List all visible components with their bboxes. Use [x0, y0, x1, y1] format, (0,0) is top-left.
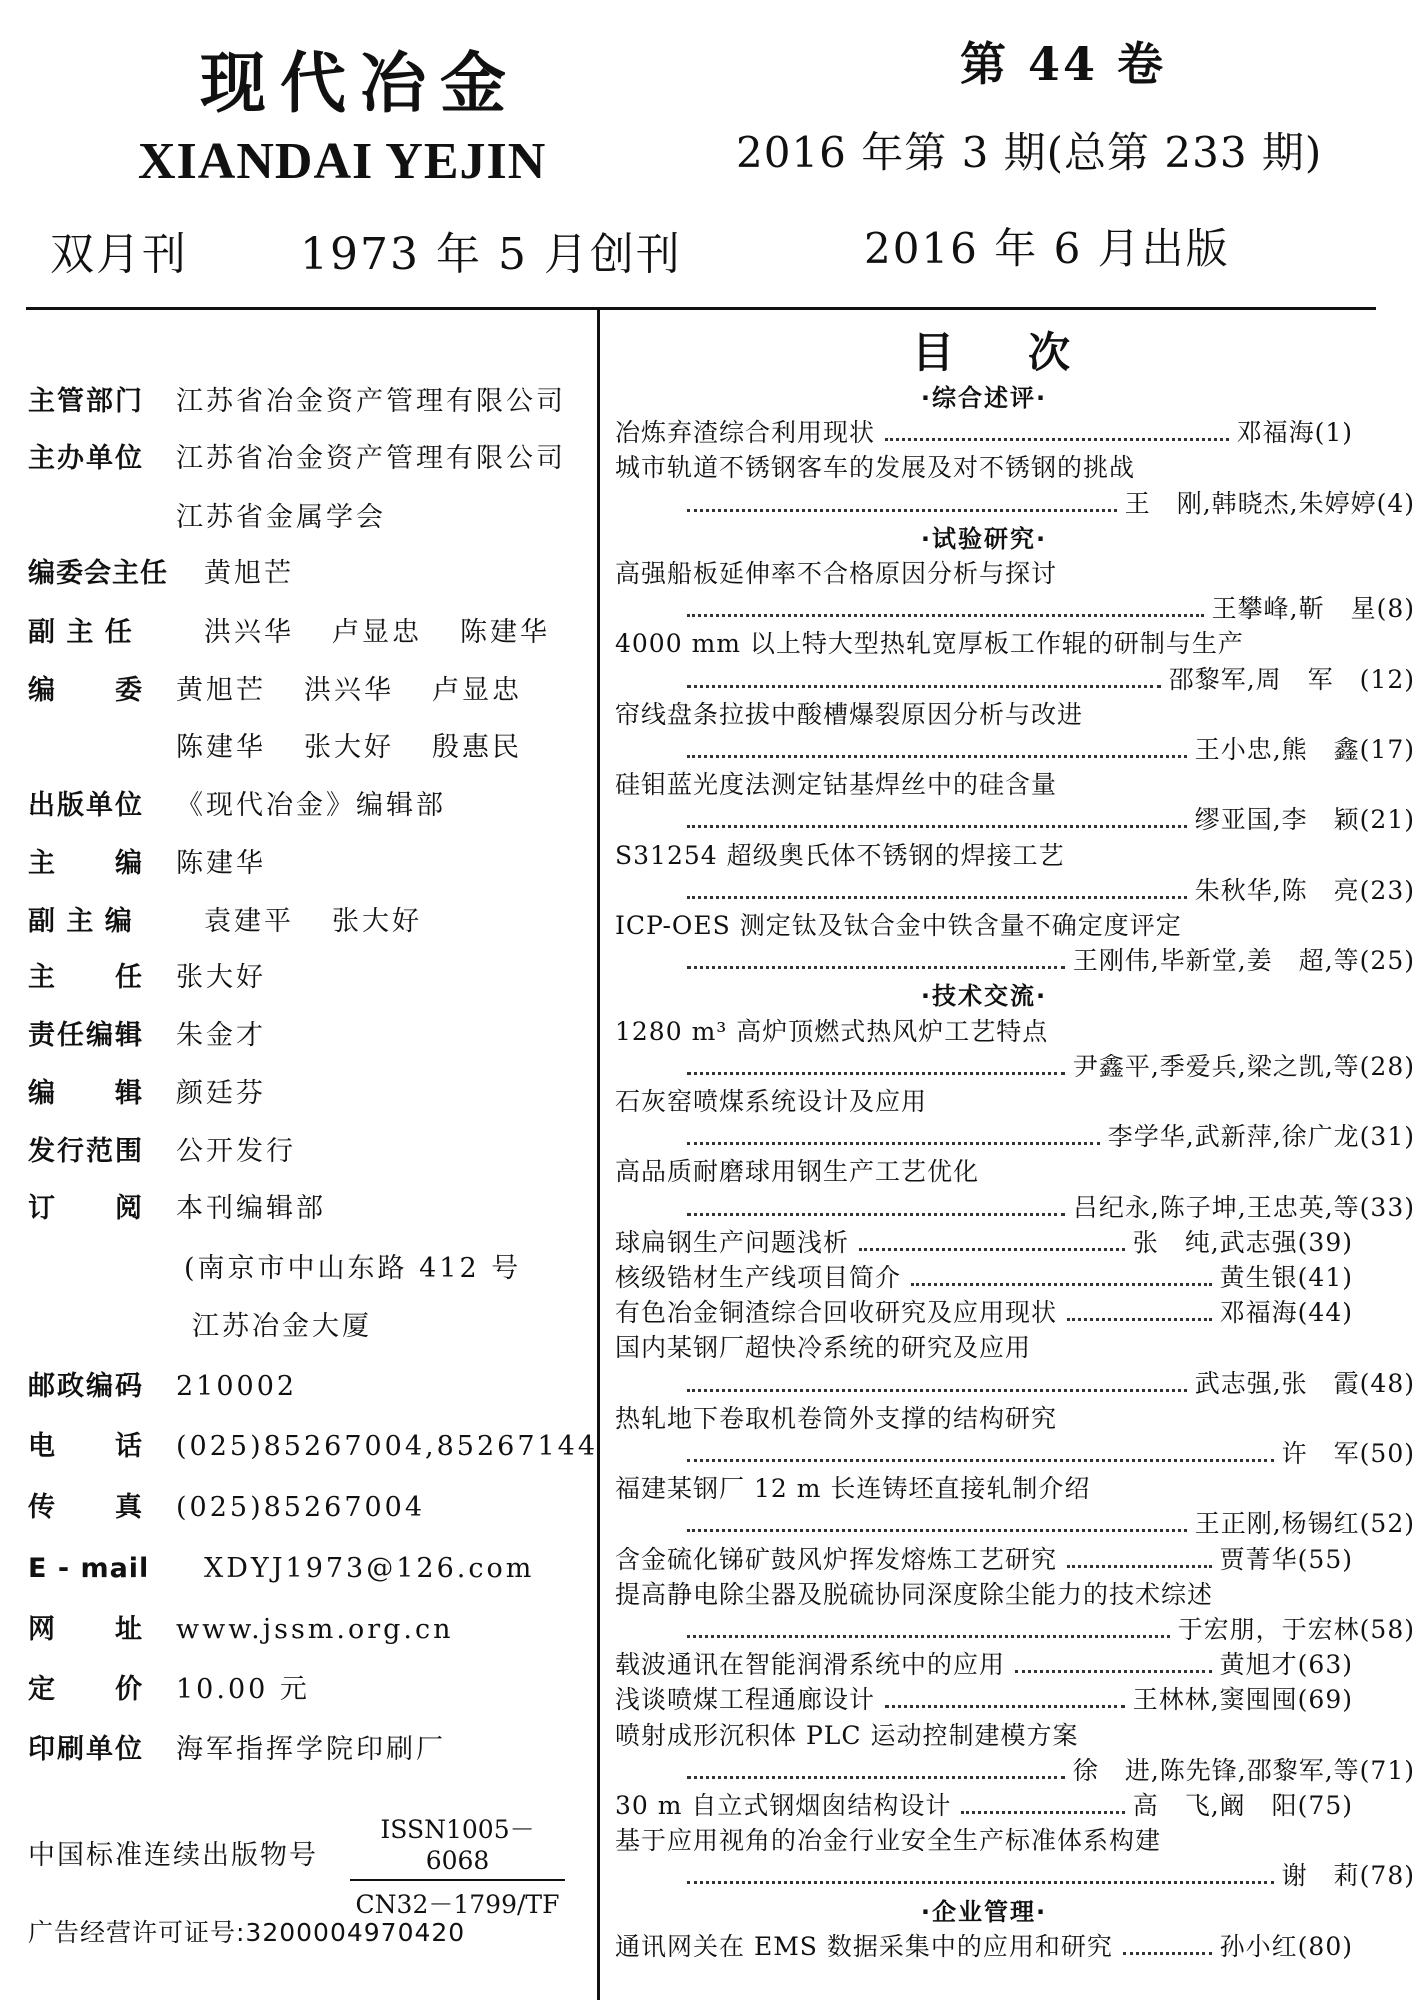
info-value: 江苏省金属学会	[176, 502, 386, 533]
person-name: 黄旭芒	[176, 675, 266, 706]
info-value: XDYJ1973@126.com	[204, 1553, 535, 1584]
leader-dots	[687, 1880, 1274, 1884]
info-label: 主管部门	[28, 386, 144, 417]
issn: ISSN1005－6068	[350, 1810, 565, 1881]
leader-dots	[687, 684, 1161, 688]
info-label: 编 辑	[28, 1078, 144, 1109]
toc-authors-page: 贾菁华(55)	[1219, 1545, 1353, 1574]
info-value: 陈建华	[176, 848, 266, 879]
info-value: 江苏省冶金资产管理有限公司	[176, 443, 566, 474]
info-value: (025)85267004,85267144	[176, 1431, 599, 1462]
person-name: 张大好	[304, 732, 394, 763]
toc-authors-page: 许 军(50)	[1281, 1439, 1415, 1468]
toc-entry	[615, 1790, 1353, 1822]
toc-title: 目次	[912, 328, 1145, 377]
serial-label: 中国标准连续出版物号	[28, 1840, 318, 1871]
info-label: 编委会主任	[28, 558, 168, 589]
info-value: 海军指挥学院印刷厂	[176, 1734, 446, 1765]
toc-section-heading: ·技术交流·	[920, 982, 1048, 1010]
toc-entry	[615, 1544, 1353, 1576]
toc-authors-page: 谢 莉(78)	[1281, 1861, 1415, 1890]
toc-entry	[615, 1684, 1353, 1716]
leader-dots	[687, 508, 1117, 512]
info-label: 副 主 任	[28, 617, 133, 648]
toc-authors-page: 吕纪永,陈子坤,王忠英,等(33)	[1072, 1193, 1415, 1222]
info-label: 邮政编码	[28, 1371, 144, 1402]
person-name: 张大好	[332, 906, 422, 937]
info-value: 210002	[176, 1371, 298, 1402]
toc-authors-page: 王刚伟,毕新堂,姜 超,等(25)	[1072, 946, 1415, 975]
toc-article-title: 30 m 自立式钢烟囱结构设计	[615, 1791, 952, 1820]
info-label: 定 价	[28, 1674, 144, 1705]
toc-article-title: 硅钼蓝光度法测定钴基焊丝中的硅含量	[615, 770, 1058, 799]
toc-entry	[615, 1051, 1415, 1083]
toc-entry	[615, 664, 1415, 696]
leader-dots	[687, 895, 1187, 899]
toc-authors-page: 武志强,张 霞(48)	[1194, 1369, 1415, 1398]
info-names	[204, 617, 588, 649]
info-names	[204, 906, 460, 938]
info-label: 网 址	[28, 1614, 144, 1645]
toc-article-title: 1280 m³ 高炉顶燃式热风炉工艺特点	[615, 1017, 1049, 1046]
toc-article-title: 石灰窑喷煤系统设计及应用	[615, 1087, 928, 1116]
toc-entry	[615, 1262, 1353, 1294]
info-names	[176, 675, 560, 707]
toc-article-title: 浅谈喷煤工程通廊设计	[615, 1685, 876, 1714]
info-label: 主办单位	[28, 443, 144, 474]
person-name: 洪兴华	[204, 617, 294, 648]
info-label: 出版单位	[28, 790, 144, 821]
leader-dots	[687, 1141, 1100, 1145]
founded-date: 1973 年 5 月创刊	[300, 229, 682, 280]
info-value: 颜廷芬	[176, 1078, 266, 1109]
toc-article-title: 球扁钢生产问题浅析	[615, 1228, 850, 1257]
toc-article-title: 帘线盘条拉拔中酸槽爆裂原因分析与改进	[615, 700, 1084, 729]
toc-article-title: 载波通讯在智能润滑系统中的应用	[615, 1650, 1006, 1679]
toc-article-title: ICP-OES 测定钛及钛合金中铁含量不确定度评定	[615, 911, 1182, 940]
publish-date: 2016 年 6 月出版	[864, 224, 1230, 273]
leader-dots	[961, 1810, 1124, 1814]
toc-entry	[615, 1438, 1415, 1470]
leader-dots	[687, 1071, 1065, 1075]
toc-article-title: 提高静电除尘器及脱硫协同深度除尘能力的技术综述	[615, 1580, 1214, 1609]
toc-article-title: 冶炼弃渣综合利用现状	[615, 418, 876, 447]
info-value: (南京市中山东路 412 号	[184, 1253, 522, 1284]
toc-authors-page: 李学华,武新萍,徐广龙(31)	[1107, 1122, 1415, 1151]
info-label: E - mail	[28, 1553, 150, 1584]
toc-article-title: 4000 mm 以上特大型热轧宽厚板工作辊的研制与生产	[615, 629, 1244, 658]
column-divider	[597, 308, 600, 2000]
toc-article-title: 通讯网关在 EMS 数据采集中的应用和研究	[615, 1932, 1113, 1961]
leader-dots	[911, 1282, 1212, 1286]
ad-license: 广告经营许可证号:3200004970420	[28, 1918, 466, 1947]
person-name: 卢显忠	[332, 617, 422, 648]
toc-entry	[615, 1860, 1415, 1892]
toc-authors-page: 王林林,窦囤囤(69)	[1132, 1685, 1353, 1714]
toc-authors-page: 孙小红(80)	[1219, 1932, 1353, 1961]
toc-article-title: 高品质耐磨球用钢生产工艺优化	[615, 1157, 980, 1186]
toc-article-title: 含金硫化锑矿鼓风炉挥发熔炼工艺研究	[615, 1545, 1058, 1574]
person-name: 洪兴华	[304, 675, 394, 706]
info-value: 10.00 元	[176, 1674, 310, 1705]
info-value: 张大好	[176, 962, 266, 993]
info-label: 责任编辑	[28, 1020, 144, 1051]
info-value: 黄旭芒	[204, 558, 294, 589]
toc-authors-page: 邓福海(44)	[1219, 1298, 1353, 1327]
person-name: 陈建华	[176, 732, 266, 763]
toc-section-heading: ·综合述评·	[920, 384, 1048, 412]
toc-authors-page: 王攀峰,靳 星(8)	[1211, 594, 1415, 623]
toc-article-title: 福建某钢厂 12 m 长连铸坯直接轧制介绍	[615, 1474, 1091, 1503]
toc-article-title: S31254 超级奥氏体不锈钢的焊接工艺	[615, 841, 1065, 870]
toc-authors-page: 尹鑫平,季爱兵,梁之凯,等(28)	[1072, 1052, 1415, 1081]
leader-dots	[687, 754, 1187, 758]
toc-article-title: 高强船板延伸率不合格原因分析与探讨	[615, 559, 1058, 588]
journal-title-cn: 现代冶金	[200, 44, 520, 122]
toc-authors-page: 于宏朋，于宏林(58)	[1177, 1615, 1415, 1644]
toc-article-title: 喷射成形沉积体 PLC 运动控制建模方案	[615, 1721, 1079, 1750]
leader-dots	[1015, 1669, 1212, 1673]
info-names	[176, 732, 560, 764]
info-label: 编 委	[28, 675, 144, 706]
info-value: (025)85267004	[176, 1492, 426, 1523]
toc-authors-page: 张 纯,武志强(39)	[1132, 1228, 1353, 1257]
toc-entry	[615, 1192, 1415, 1224]
info-label: 印刷单位	[28, 1734, 144, 1765]
leader-dots	[885, 437, 1229, 441]
leader-dots	[1067, 1564, 1212, 1568]
toc-authors-page: 王小忠,熊 鑫(17)	[1194, 735, 1415, 764]
leader-dots	[687, 1388, 1187, 1392]
info-label: 主 任	[28, 962, 144, 993]
leader-dots	[687, 1634, 1170, 1638]
leader-dots	[885, 1704, 1125, 1708]
toc-entry	[615, 734, 1415, 766]
person-name: 陈建华	[460, 617, 550, 648]
toc-authors-page: 徐 进,陈先锋,邵黎军,等(71)	[1072, 1756, 1415, 1785]
info-value: 《现代冶金》编辑部	[176, 790, 446, 821]
leader-dots	[687, 1528, 1187, 1532]
info-value: www.jssm.org.cn	[176, 1614, 454, 1645]
toc-entry	[615, 1227, 1353, 1259]
toc-article-title: 城市轨道不锈钢客车的发展及对不锈钢的挑战	[615, 453, 1136, 482]
toc-entry	[615, 1121, 1415, 1153]
toc-entry	[615, 1755, 1415, 1787]
leader-dots	[687, 1775, 1065, 1779]
toc-entry	[615, 1931, 1353, 1963]
toc-article-title: 有色冶金铜渣综合回收研究及应用现状	[615, 1298, 1058, 1327]
info-value: 本刊编辑部	[176, 1193, 326, 1224]
serial-number	[350, 1810, 565, 1921]
toc-entry	[615, 945, 1415, 977]
leader-dots	[1123, 1951, 1212, 1955]
toc-authors-page: 朱秋华,陈 亮(23)	[1194, 876, 1415, 905]
leader-dots	[687, 1458, 1274, 1462]
toc-entry	[615, 1368, 1415, 1400]
frequency: 双月刊	[50, 229, 188, 280]
person-name: 殷惠民	[432, 732, 522, 763]
toc-authors-page: 黄生银(41)	[1219, 1263, 1353, 1292]
toc-entry	[615, 1649, 1353, 1681]
info-label: 主 编	[28, 848, 144, 879]
leader-dots	[687, 613, 1204, 617]
journal-title-en: XIANDAI YEJIN	[138, 133, 547, 190]
toc-article-title: 热轧地下卷取机卷筒外支撑的结构研究	[615, 1404, 1058, 1433]
person-name: 袁建平	[204, 906, 294, 937]
toc-entry	[615, 593, 1415, 625]
toc-authors-page: 王 刚,韩晓杰,朱婷婷(4)	[1124, 489, 1415, 518]
info-label: 订 阅	[28, 1193, 144, 1224]
leader-dots	[687, 824, 1187, 828]
person-name: 卢显忠	[432, 675, 522, 706]
toc-entry	[615, 804, 1415, 836]
toc-entry	[615, 875, 1415, 907]
leader-dots	[687, 965, 1065, 969]
toc-authors-page: 缪亚国,李 颖(21)	[1194, 805, 1415, 834]
leader-dots	[1067, 1317, 1212, 1321]
leader-dots	[859, 1247, 1125, 1251]
toc-authors-page: 高 飞,阚 阳(75)	[1132, 1791, 1353, 1820]
header-divider	[26, 307, 1376, 310]
toc-entry	[615, 1297, 1353, 1329]
info-label: 副 主 编	[28, 906, 133, 937]
cn-number: CN32－1799/TF	[355, 1890, 560, 1919]
toc-article-title: 核级锆材生产线项目简介	[615, 1263, 902, 1292]
info-value: 江苏省冶金资产管理有限公司	[176, 386, 566, 417]
toc-authors-page: 王正刚,杨锡红(52)	[1194, 1509, 1415, 1538]
toc-section-heading: ·试验研究·	[920, 525, 1048, 553]
leader-dots	[687, 1212, 1065, 1216]
info-label: 电 话	[28, 1431, 144, 1462]
info-label: 传 真	[28, 1492, 144, 1523]
toc-article-title: 基于应用视角的冶金行业安全生产标准体系构建	[615, 1826, 1162, 1855]
toc-article-title: 国内某钢厂超快冷系统的研究及应用	[615, 1333, 1032, 1362]
info-value: 公开发行	[176, 1136, 296, 1167]
toc-authors-page: 邵黎军,周 军 (12)	[1168, 665, 1415, 694]
info-value: 朱金才	[176, 1020, 266, 1051]
toc-entry	[615, 488, 1415, 520]
toc-section-heading: ·企业管理·	[920, 1898, 1048, 1926]
toc-authors-page: 黄旭才(63)	[1219, 1650, 1353, 1679]
issue-number: 2016 年第 3 期(总第 233 期)	[736, 128, 1323, 177]
info-label: 发行范围	[28, 1136, 144, 1167]
info-value: 江苏冶金大厦	[192, 1311, 372, 1342]
toc-entry	[615, 1614, 1415, 1646]
toc-authors-page: 邓福海(1)	[1236, 418, 1353, 447]
toc-entry	[615, 417, 1353, 449]
volume-number: 第 44 卷	[960, 37, 1167, 91]
toc-entry	[615, 1508, 1415, 1540]
